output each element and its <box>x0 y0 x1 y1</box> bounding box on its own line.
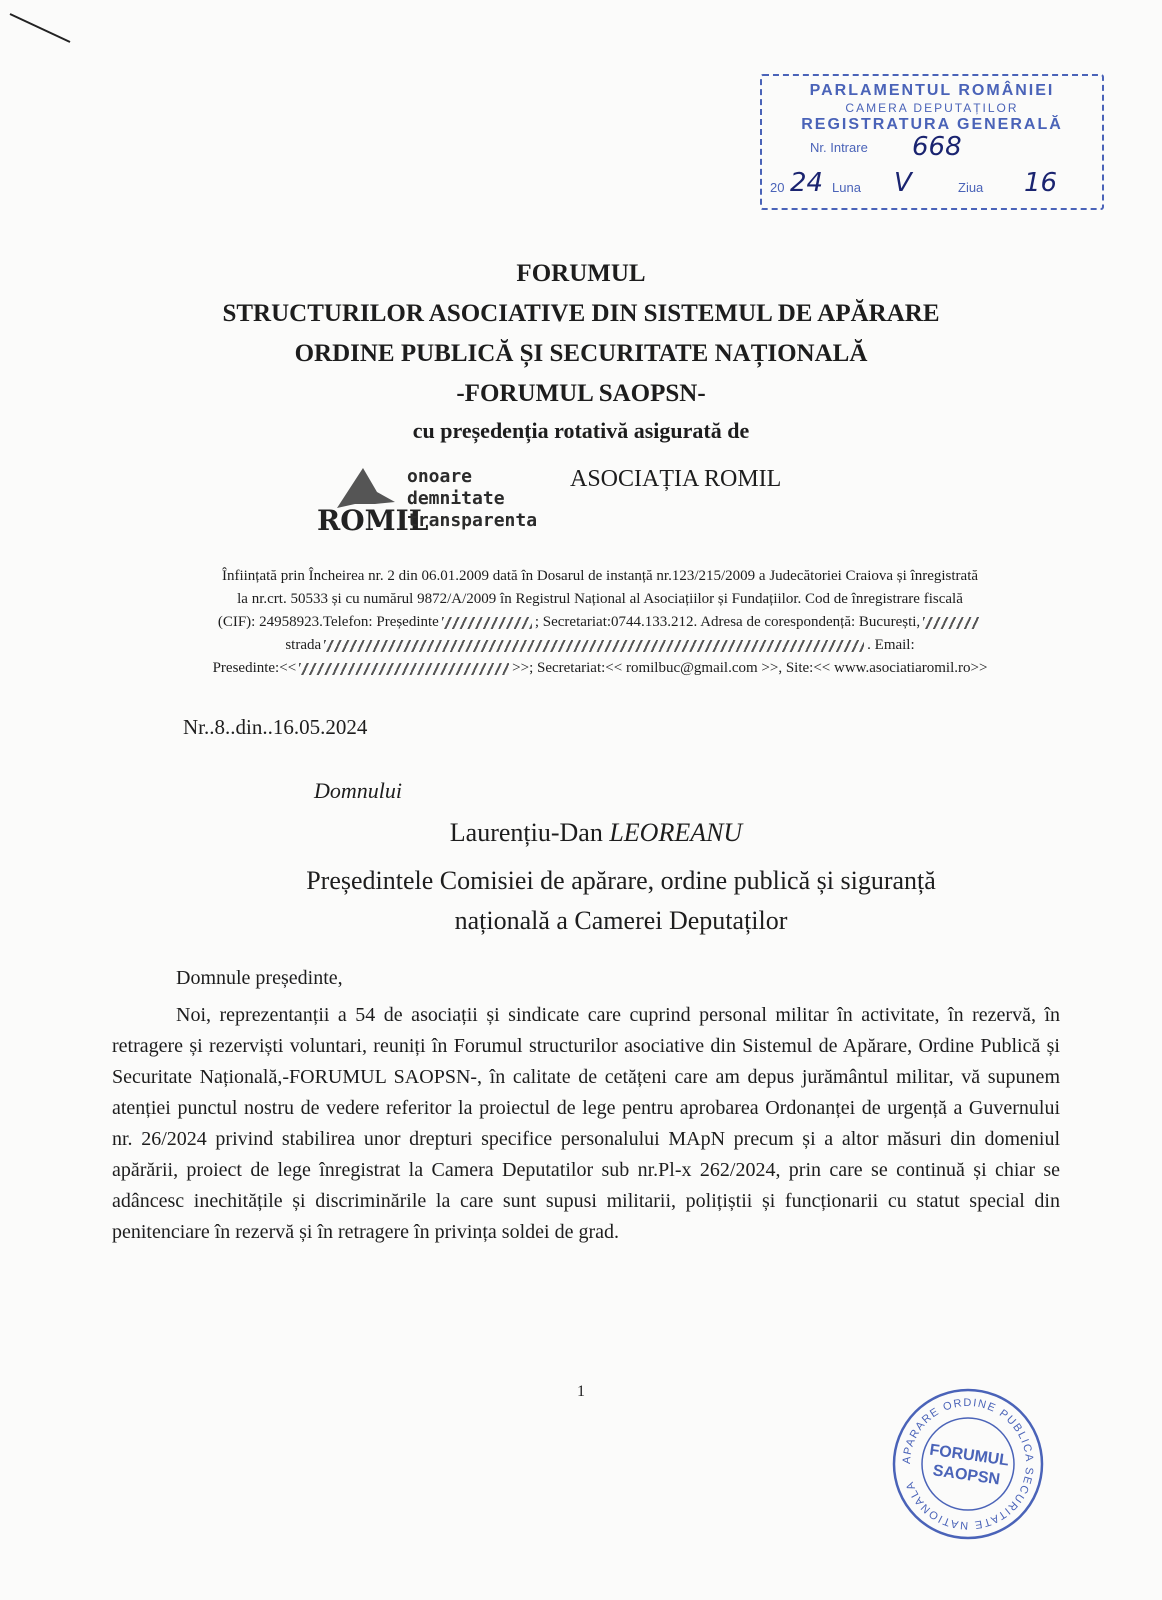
body-paragraph: Noi, reprezentanții a 54 de asociații și sindicate care cuprind personal militar în activitate, în rezervă, în retragere și rezerviști voluntari, reuniți în Forumul structurilor asociative din Sistemul de Apărare, Ordine Publică și Securitate Națională,-FORUMUL SAOPSN-, în calitate de cetățeni care am depus jurământul militar, vă supunem atenției punctul nostru de vedere referitor la proiectul de lege pentru aprobarea Ordonanței de urgență a Guvernului nr. 26/2024 privind stabilirea unor drepturi specifice personalului MApN precum și a altor măsuri din domeniul apărării, proiect de lege înregistrat la Camera Deputatilor sub nr.Pl-x 262/2024, prin care se continuă și chiar se adâncesc inechitățile și discriminările la care sunt supusi militarii, polițiștii și funcționarii cu statut special din penitenciare în rezervă și în retragere în privința soldei de grad. <box>112 1004 1060 1243</box>
info-email-label: . Email: <box>867 637 915 653</box>
logo-mark-text: ROMIL <box>317 504 429 537</box>
stamp-row-date <box>762 168 1102 202</box>
recipient-title-line-1: Președintele Comisiei de apărare, ordine publică și siguranță <box>306 866 936 895</box>
header-line-saopsn: -FORUMUL SAOPSN- <box>456 380 706 407</box>
recipient-last-name: LEOREANU <box>609 818 743 847</box>
recipient-title <box>0 861 1162 941</box>
stamp-month-label: Luna <box>832 180 861 195</box>
logo-word-transparency: transparenta <box>407 510 538 531</box>
info-line-2: la nr.crt. 50533 și cu numărul 9872/A/2009 în Registrul Național al Asociațiilor și Fundațiilor. Cod de înregistrare fiscală <box>237 591 963 607</box>
greeting: Domnule președinte, <box>176 967 343 989</box>
romil-logo <box>315 462 555 542</box>
info-line-3 <box>130 611 1070 634</box>
redacted-phone <box>442 617 532 629</box>
stamp-ring-text: APARARE ORDINE PUBLICA SECURITATE NATIONALA <box>900 1396 1036 1532</box>
registration-stamp <box>760 74 1104 210</box>
info-line-5 <box>130 657 1070 680</box>
forum-round-stamp <box>888 1384 1048 1544</box>
page-number: 1 <box>577 1383 585 1400</box>
stamp-month-value: V <box>894 168 912 198</box>
scan-mark <box>8 10 88 50</box>
redacted-address <box>923 617 979 629</box>
info-president-email-label: Presedinte:<< <box>212 660 297 676</box>
info-phone-label: (CIF): 24958923.Telefon: Președinte <box>217 614 439 630</box>
info-secretariat-address: ; Secretariat:0744.133.212. Adresa de corespondență: București, <box>534 614 921 630</box>
stamp-day-value: 16 <box>1024 168 1058 198</box>
recipient-title-line-2: națională a Camerei Deputaților <box>454 906 788 935</box>
stamp-line-parliament: PARLAMENTUL ROMÂNIEI <box>809 82 1055 99</box>
logo-word-dignity: demnitate <box>407 488 505 509</box>
stamp-line-chamber: CAMERA DEPUTAȚILOR <box>845 101 1019 115</box>
info-line-1: Înființată prin Încheirea nr. 2 din 06.01.2009 dată în Dosarul de instanță nr.123/215/2009 a Judecătoriei Craiova și înregistrată <box>221 568 979 584</box>
stamp-row-number <box>762 132 1102 168</box>
header-line-structures: STRUCTURILOR ASOCIATIVE DIN SISTEMUL DE APĂRARE <box>222 300 940 327</box>
header-line-presidency: cu președenția rotativă asigurată de <box>412 418 750 443</box>
stamp-year-prefix: 20 <box>770 180 785 195</box>
recipient-first-name: Laurențiu-Dan <box>449 818 610 847</box>
stamp-center-saopsn: SAOPSN <box>931 1462 1002 1489</box>
recipient-salutation: Domnului <box>314 778 402 803</box>
association-name: ASOCIAȚIA ROMIL <box>570 466 782 492</box>
stamp-center-forumul: FORUMUL <box>928 1441 1010 1470</box>
logo-word-honor: onoare <box>407 466 473 487</box>
redacted-street <box>324 640 864 652</box>
stamp-nr-value: 668 <box>912 132 962 162</box>
romil-mark-icon <box>315 462 429 542</box>
stamp-line-registry: REGISTRATURA GENERALĂ <box>801 116 1063 133</box>
stamp-day-label: Ziua <box>958 180 984 195</box>
info-line-4 <box>130 634 1070 657</box>
reference-number: Nr..8..din..16.05.2024 <box>183 715 368 739</box>
info-contacts: >>; Secretariat:<< romilbuc@gmail.com >>, Site:<< www.asociatiaromil.ro>> <box>512 660 988 676</box>
redacted-email <box>299 663 509 675</box>
info-street-label: strada <box>285 637 322 653</box>
stamp-year-value: 24 <box>790 168 824 198</box>
header-line-order: ORDINE PUBLICĂ ȘI SECURITATE NAȚIONALĂ <box>294 340 868 367</box>
recipient-name <box>0 818 1162 848</box>
stamp-nr-label: Nr. Intrare <box>810 140 868 155</box>
header-line-forumul: FORUMUL <box>516 260 646 287</box>
